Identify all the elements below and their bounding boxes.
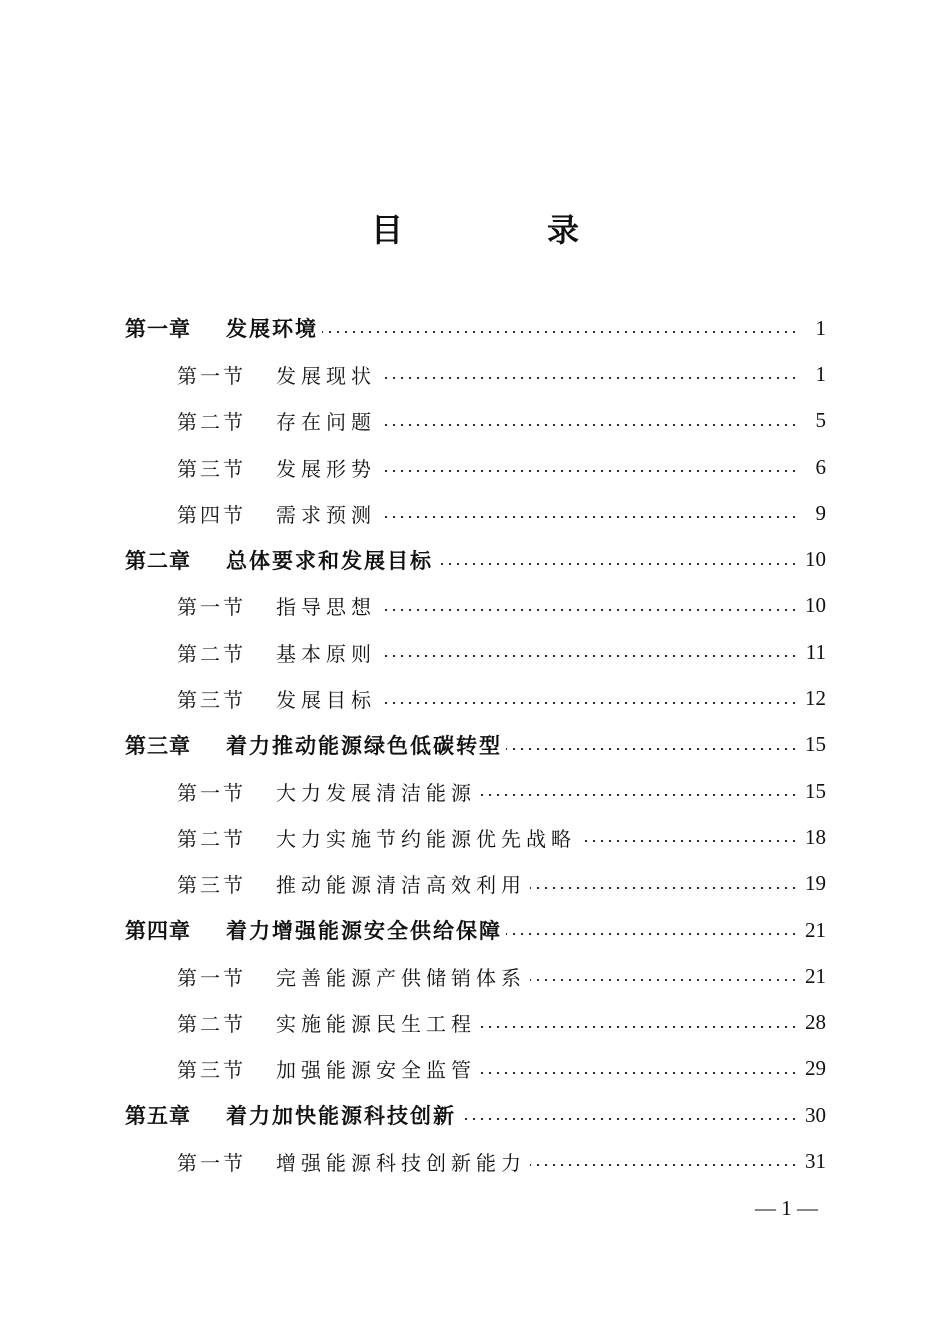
chapter-number: 第三章 [125, 733, 191, 758]
section-title: 发展现状 [276, 363, 376, 388]
toc-section-entry[interactable] [0, 398, 950, 444]
toc-section-entry[interactable] [0, 814, 950, 860]
chapter-title: 着力推动能源绿色低碳转型 [226, 733, 502, 758]
page-number: 21 [805, 963, 826, 988]
toc-chapter-entry[interactable] [0, 1092, 950, 1138]
toc-section-entry[interactable] [0, 768, 950, 814]
dot-leader [437, 563, 798, 565]
section-title: 完善能源产供储销体系 [276, 965, 526, 990]
page-number: 1 [815, 315, 826, 340]
chapter-number: 第一章 [125, 317, 191, 342]
page-number: 11 [805, 639, 826, 664]
page-number: 12 [805, 686, 826, 711]
toc-chapter-entry[interactable] [0, 907, 950, 953]
dot-leader [480, 1072, 798, 1074]
chapter-title: 着力加快能源科技创新 [226, 1104, 456, 1129]
chapter-number: 第二章 [125, 548, 191, 573]
toc-section-entry[interactable] [0, 444, 950, 490]
chapter-title: 发展环境 [226, 317, 318, 342]
section-number: 第一节 [177, 363, 246, 388]
page-number: 29 [805, 1056, 826, 1081]
dot-leader [380, 424, 798, 426]
page-number: 28 [805, 1010, 826, 1035]
toc-section-entry[interactable] [0, 953, 950, 999]
dot-leader [530, 979, 798, 981]
toc-section-entry[interactable] [0, 629, 950, 675]
toc-section-entry[interactable] [0, 490, 950, 536]
section-title: 推动能源清洁高效利用 [276, 873, 526, 898]
toc-chapter-entry[interactable] [0, 305, 950, 351]
dot-leader [380, 702, 798, 704]
toc-chapter-entry[interactable] [0, 536, 950, 582]
page-number: 15 [805, 732, 826, 757]
chapter-title: 总体要求和发展目标 [226, 548, 433, 573]
page-number: 19 [805, 871, 826, 896]
table-of-contents [0, 305, 950, 1185]
page-number: 6 [815, 454, 826, 479]
section-number: 第三节 [177, 456, 246, 481]
chapter-title: 着力增强能源安全供给保障 [226, 919, 502, 943]
dot-leader [506, 748, 798, 750]
toc-chapter-entry[interactable] [0, 722, 950, 768]
page-number: 9 [815, 500, 826, 525]
section-title: 实施能源民生工程 [276, 1012, 476, 1037]
section-title: 需求预测 [276, 502, 376, 527]
section-number: 第三节 [177, 688, 246, 713]
page-number: 31 [805, 1148, 826, 1173]
dot-leader [380, 655, 798, 657]
page-number: 1 [815, 361, 826, 386]
dot-leader [480, 1026, 798, 1028]
page-number: 5 [815, 408, 826, 433]
dot-leader [506, 933, 798, 935]
dot-leader [530, 1164, 798, 1166]
section-number: 第一节 [177, 780, 246, 805]
section-title: 增强能源科技创新能力 [276, 1150, 526, 1175]
section-title: 加强能源安全监管 [276, 1058, 476, 1083]
section-number: 第一节 [177, 965, 246, 990]
section-title: 指导思想 [276, 595, 376, 620]
section-number: 第一节 [177, 595, 246, 620]
dot-leader [322, 331, 798, 333]
section-number: 第三节 [177, 873, 246, 898]
toc-section-entry[interactable] [0, 999, 950, 1045]
dot-leader [530, 887, 798, 889]
dot-leader [380, 377, 798, 379]
section-number: 第四节 [177, 502, 246, 527]
toc-section-entry[interactable] [0, 351, 950, 397]
page-footer-number: — 1 — [755, 1196, 818, 1220]
section-title: 发展形势 [276, 456, 376, 481]
page-number: 10 [805, 593, 826, 618]
section-title: 大力实施节约能源优先战略 [276, 826, 576, 851]
section-number: 第三节 [177, 1058, 246, 1083]
toc-section-entry[interactable] [0, 861, 950, 907]
chapter-number: 第四章 [125, 919, 191, 943]
dot-leader [480, 794, 798, 796]
dot-leader [460, 1118, 798, 1120]
section-title: 发展目标 [276, 688, 376, 713]
toc-section-entry[interactable] [0, 1138, 950, 1184]
chapter-number: 第五章 [125, 1104, 191, 1129]
dot-leader [380, 470, 798, 472]
page-number: 15 [805, 778, 826, 803]
page-number: 18 [805, 824, 826, 849]
page-number: 21 [805, 917, 826, 942]
toc-section-entry[interactable] [0, 675, 950, 721]
section-number: 第二节 [177, 410, 246, 435]
section-number: 第二节 [177, 1012, 246, 1037]
section-title: 基本原则 [276, 641, 376, 666]
section-title: 存在问题 [276, 410, 376, 435]
dot-leader [380, 609, 798, 611]
section-number: 第二节 [177, 826, 246, 851]
section-title: 大力发展清洁能源 [276, 780, 476, 805]
page-number: 30 [805, 1102, 826, 1127]
page-number: 10 [805, 547, 826, 572]
toc-section-entry[interactable] [0, 583, 950, 629]
toc-section-entry[interactable] [0, 1046, 950, 1092]
dot-leader [380, 516, 798, 518]
page-title: 目 录 [370, 211, 635, 249]
section-number: 第二节 [177, 641, 246, 666]
section-number: 第一节 [177, 1150, 246, 1175]
dot-leader [580, 840, 798, 842]
